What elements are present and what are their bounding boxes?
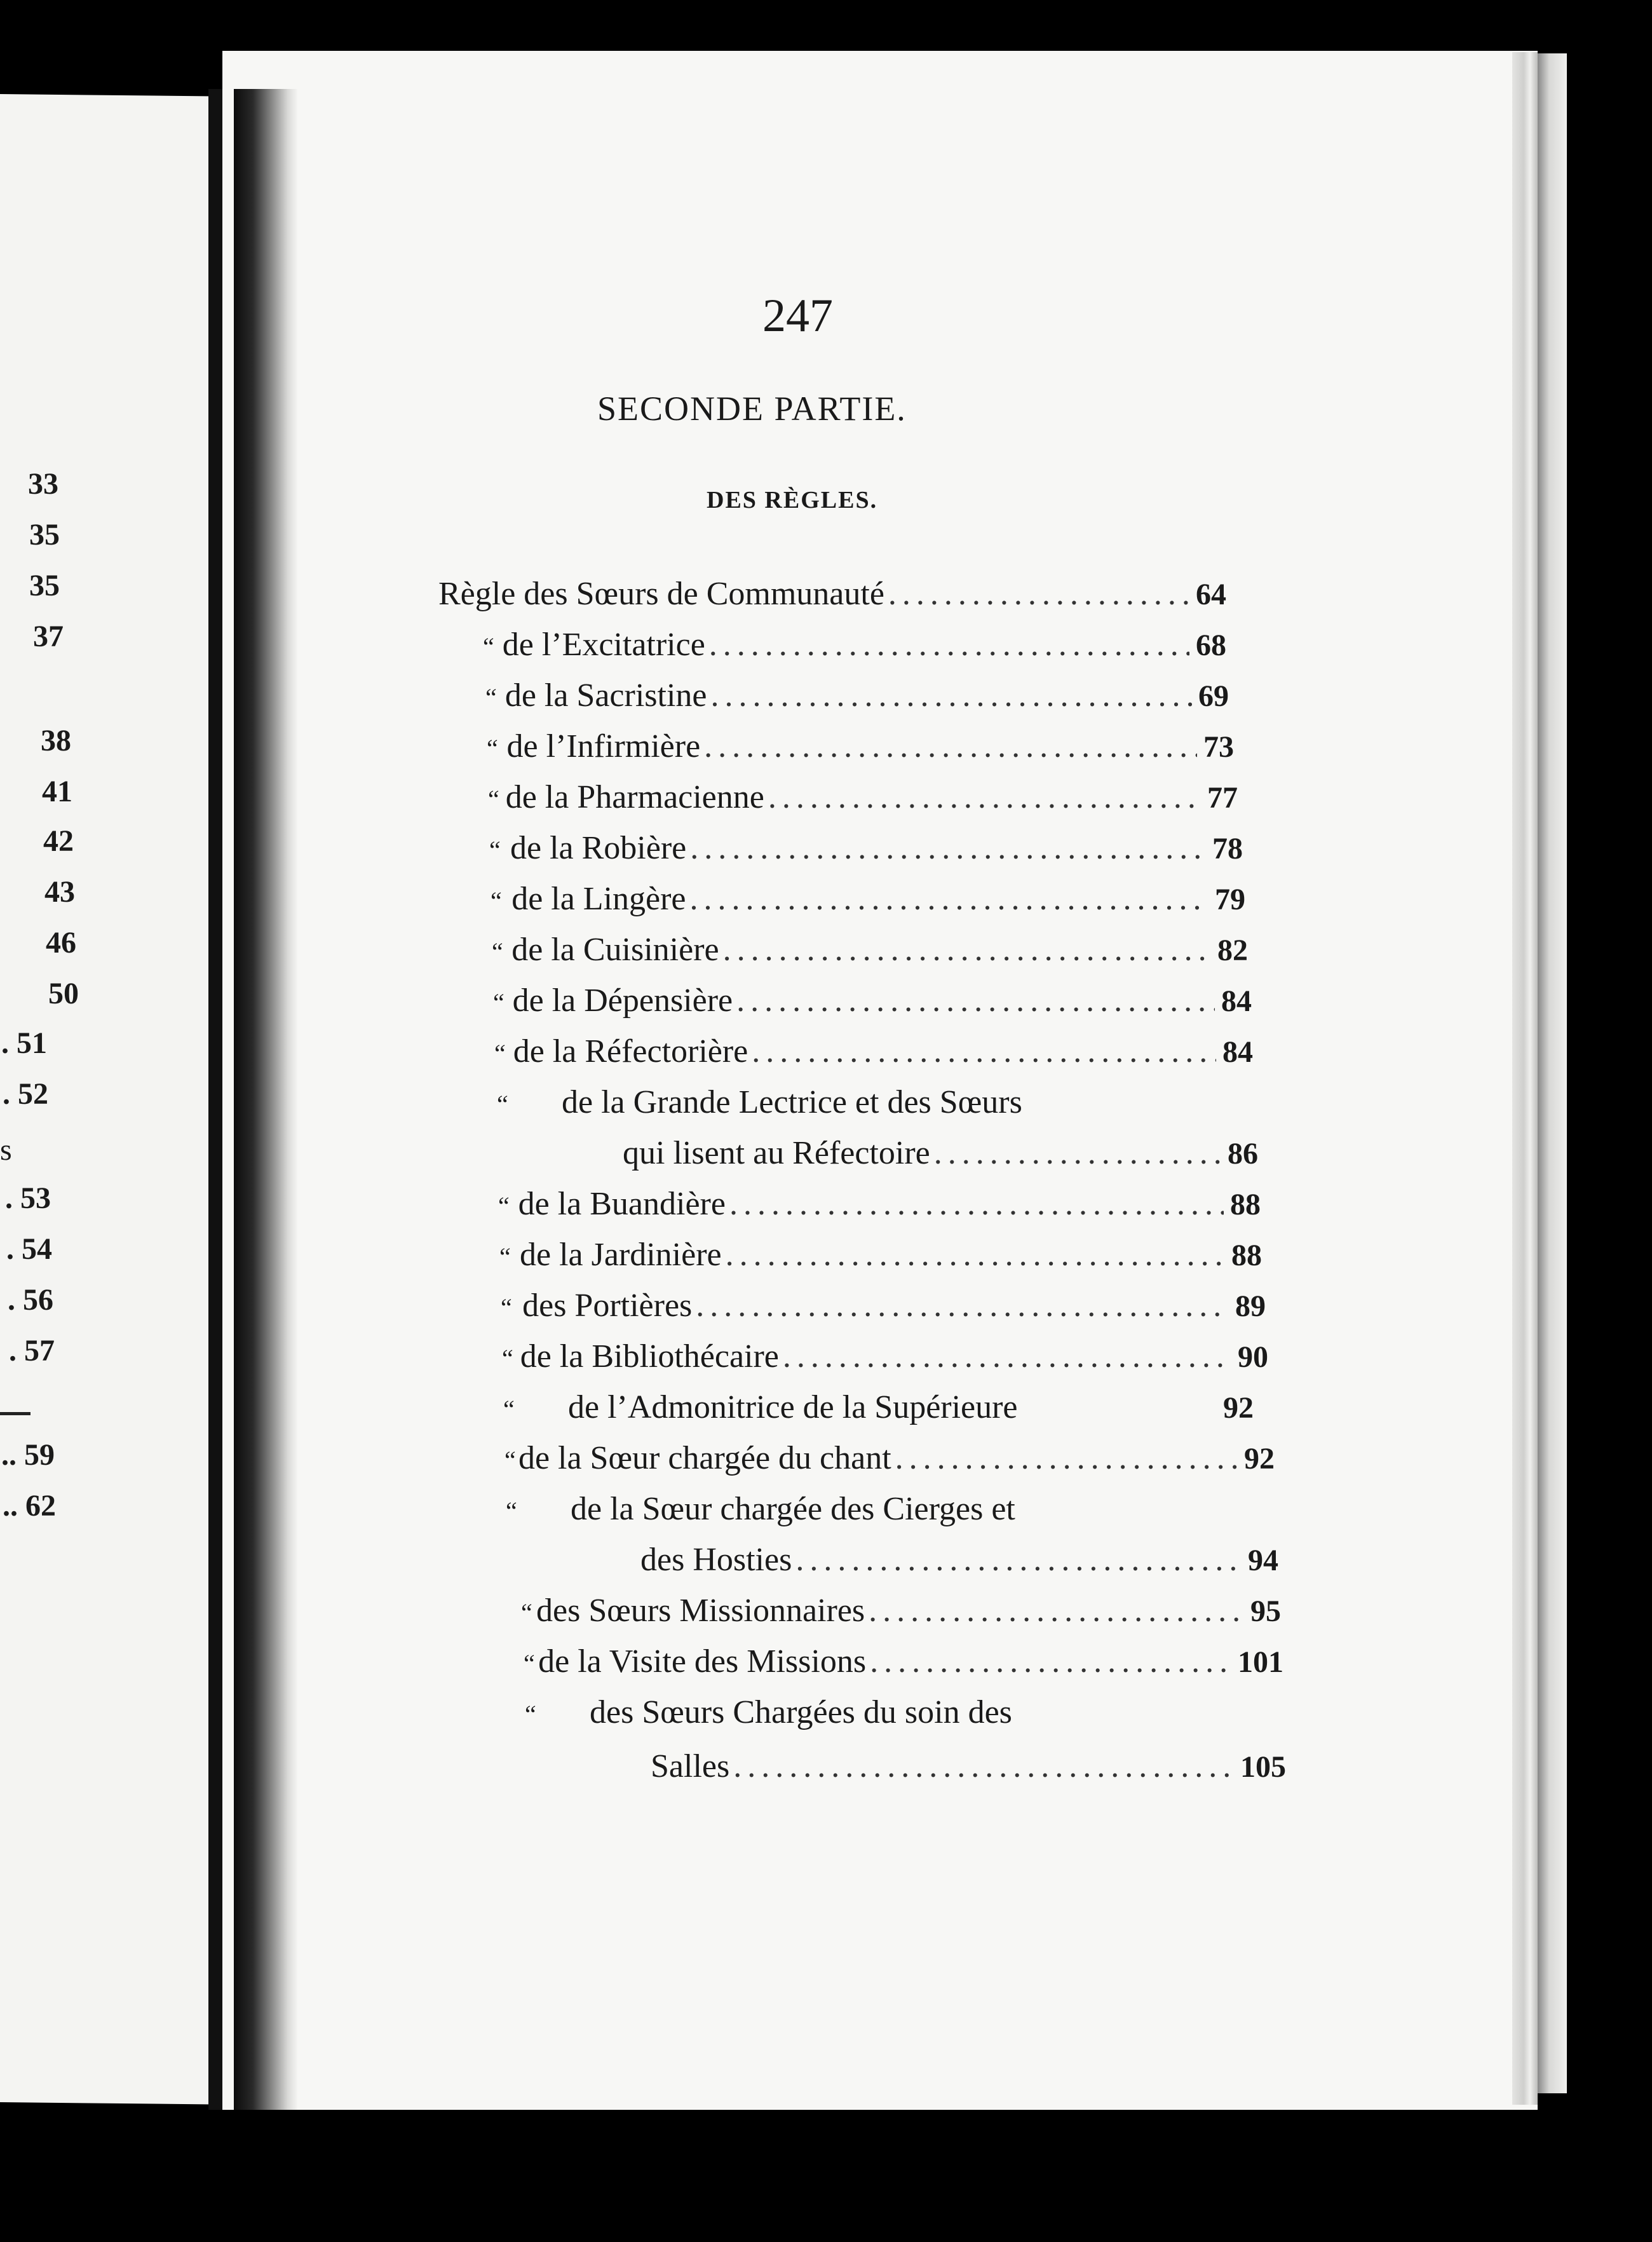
toc-page-number: 88 — [1231, 1239, 1262, 1272]
toc-entry-text: des Hosties — [640, 1542, 792, 1578]
toc-leader-dots — [783, 1338, 1231, 1376]
left-page-rule — [0, 1412, 30, 1415]
toc-entry-text: de la Jardinière — [519, 1237, 722, 1273]
toc-entry-text: de l’Admonitrice de la Supérieure — [568, 1389, 1018, 1425]
toc-entry-text: de l’Infirmière — [506, 728, 701, 764]
toc-page-number: 69 — [1198, 679, 1229, 713]
toc-entry-text: de la Buandière — [518, 1186, 726, 1222]
toc-entry — [487, 728, 1234, 766]
toc-page-number: 90 — [1238, 1340, 1268, 1374]
toc-entry-text: des Portières — [522, 1287, 693, 1324]
left-page-number: 35 — [29, 569, 60, 602]
left-page-number: . 52 — [3, 1077, 48, 1111]
toc-leader-dots — [870, 1643, 1231, 1681]
toc-entry-text: de la Bibliothécaire — [520, 1338, 779, 1375]
toc-entry — [521, 1592, 1281, 1630]
ditto-mark: “ — [524, 1649, 535, 1678]
toc-page-number: 79 — [1215, 883, 1245, 916]
toc-page-number: 92 — [1223, 1391, 1254, 1425]
toc-entry — [504, 1439, 1275, 1478]
left-page-number: 33 — [28, 467, 58, 501]
toc-page-number: 68 — [1196, 628, 1226, 662]
toc-entry — [499, 1236, 1262, 1274]
toc-entry-text: de la Pharmacienne — [505, 779, 764, 815]
toc-entry — [498, 1185, 1261, 1223]
ditto-mark: “ — [499, 1242, 511, 1271]
toc-leader-dots — [736, 982, 1215, 1020]
left-page-number: . 53 — [5, 1181, 51, 1215]
toc-leader-dots — [690, 880, 1209, 918]
left-page-number: . 57 — [9, 1334, 55, 1368]
left-page-number: 41 — [42, 775, 72, 808]
toc-leader-dots — [869, 1592, 1244, 1630]
toc-entry-text: de la Réfectorière — [513, 1033, 748, 1070]
toc-entry-text: de la Sacristine — [504, 677, 707, 714]
toc-page-number: 95 — [1250, 1594, 1281, 1628]
left-page-number: 37 — [33, 620, 64, 653]
toc-page-number: 94 — [1248, 1544, 1278, 1577]
toc-entry — [502, 1338, 1268, 1376]
page-edge-outer — [1538, 53, 1567, 2093]
toc-entry — [483, 626, 1226, 664]
toc-leader-dots — [709, 626, 1189, 664]
toc-entry — [525, 1694, 1275, 1732]
toc-leader-dots — [888, 575, 1189, 613]
ditto-mark: “ — [506, 1497, 517, 1525]
toc-page-number: 64 — [1196, 578, 1226, 611]
toc-leader-dots — [729, 1185, 1224, 1223]
toc-entry-text: de la Robière — [510, 830, 687, 866]
toc-entry — [497, 1084, 1234, 1122]
toc-entry-text: de la Sœur chargée du chant — [518, 1440, 891, 1476]
toc-leader-dots — [726, 1236, 1225, 1274]
left-page-number: . 51 — [1, 1026, 47, 1060]
toc-entry-text: de la Visite des Missions — [538, 1643, 867, 1680]
toc-page-number: 73 — [1203, 730, 1234, 764]
current-page — [222, 51, 1538, 2110]
toc-entry-continuation — [623, 1134, 1258, 1172]
ditto-mark: “ — [497, 1090, 508, 1118]
toc-page-number: 78 — [1212, 832, 1243, 866]
ditto-mark: “ — [503, 1395, 515, 1423]
toc-page-number: 84 — [1221, 984, 1252, 1018]
toc-leader-dots — [733, 1748, 1234, 1786]
toc-entry — [492, 931, 1248, 969]
toc-entry-continuation — [651, 1748, 1286, 1786]
ditto-mark: “ — [525, 1700, 536, 1729]
left-page-number: . 54 — [6, 1232, 52, 1266]
toc-entry-text: de la Cuisinière — [511, 932, 719, 968]
left-page-number: .. 59 — [1, 1438, 55, 1472]
left-page-text: s — [0, 1133, 12, 1167]
ditto-mark: “ — [491, 887, 502, 915]
toc-entry-text: des Sœurs Missionnaires — [536, 1593, 865, 1629]
ditto-mark: “ — [498, 1192, 510, 1220]
toc-page-number: 77 — [1207, 781, 1238, 815]
page-number: 247 — [762, 290, 833, 342]
toc-entry-continuation — [640, 1541, 1278, 1579]
ditto-mark: “ — [489, 836, 501, 864]
toc-entry-text: Règle des Sœurs de Communauté — [438, 576, 884, 612]
ditto-mark: “ — [502, 1344, 513, 1373]
toc-entry — [506, 1490, 1256, 1528]
left-page-number: 42 — [43, 824, 74, 858]
part-title: SECONDE PARTIE. — [597, 390, 907, 428]
toc-entry-text: de la Sœur chargée des Cierges et — [571, 1491, 1015, 1527]
toc-entry — [524, 1643, 1283, 1681]
toc-entry-text: des Sœurs Chargées du soin des — [590, 1694, 1012, 1730]
ditto-mark: “ — [504, 1446, 516, 1474]
toc-entry — [485, 677, 1229, 715]
gutter-shadow — [234, 89, 297, 2110]
ditto-mark: “ — [483, 632, 494, 661]
toc-entry-text: qui lisent au Réfectoire — [623, 1135, 930, 1171]
toc-entry — [438, 575, 1226, 613]
left-page-number: . 56 — [8, 1283, 53, 1317]
left-page-number: .. 62 — [3, 1489, 56, 1523]
ditto-mark: “ — [487, 734, 498, 763]
toc-entry — [491, 880, 1245, 918]
toc-leader-dots — [696, 1287, 1229, 1325]
ditto-mark: “ — [501, 1293, 512, 1322]
toc-entry — [494, 1033, 1253, 1071]
toc-entry — [489, 829, 1243, 867]
ditto-mark: “ — [485, 683, 497, 712]
toc-entry-text: de la Lingère — [511, 881, 686, 917]
ditto-mark: “ — [521, 1598, 532, 1627]
left-page-number: 35 — [29, 518, 60, 552]
toc-leader-dots — [796, 1541, 1242, 1579]
toc-page-number: 84 — [1222, 1035, 1253, 1069]
toc-leader-dots — [710, 677, 1192, 715]
ditto-mark: “ — [488, 785, 499, 813]
ditto-mark: “ — [492, 937, 503, 966]
left-page-number: 38 — [41, 724, 71, 758]
toc-entry — [503, 1389, 1273, 1427]
toc-leader-dots — [704, 728, 1197, 766]
page-edge — [1512, 52, 1538, 2105]
left-page-number: 50 — [48, 977, 79, 1010]
toc-page-number: 88 — [1230, 1188, 1261, 1221]
left-page-number: 43 — [44, 875, 75, 909]
toc-leader-dots — [752, 1033, 1216, 1071]
toc-page-number: 101 — [1238, 1645, 1283, 1679]
toc-leader-dots — [934, 1134, 1221, 1172]
ditto-mark: “ — [493, 988, 504, 1017]
toc-leader-dots — [768, 778, 1201, 817]
toc-entry-text: de la Grande Lectrice et des Sœurs — [562, 1084, 1022, 1120]
toc-entry — [488, 778, 1238, 817]
ditto-mark: “ — [494, 1039, 506, 1068]
toc-page-number: 89 — [1235, 1289, 1266, 1323]
toc-page-number: 82 — [1217, 934, 1248, 967]
toc-page-number: 105 — [1240, 1750, 1286, 1784]
toc-entry — [501, 1287, 1266, 1325]
toc-entry-text: de l’Excitatrice — [502, 627, 705, 663]
toc-page-number: 92 — [1244, 1442, 1275, 1476]
left-page-number: 46 — [46, 926, 76, 960]
section-title: DES RÈGLES. — [707, 487, 878, 513]
toc-page-number: 86 — [1228, 1137, 1258, 1171]
toc-entry-text: de la Dépensière — [512, 982, 733, 1019]
toc-entry — [493, 982, 1252, 1020]
toc-leader-dots — [723, 931, 1211, 969]
toc-entry-text: Salles — [651, 1748, 730, 1784]
toc-leader-dots — [895, 1439, 1238, 1478]
toc-leader-dots — [690, 829, 1206, 867]
